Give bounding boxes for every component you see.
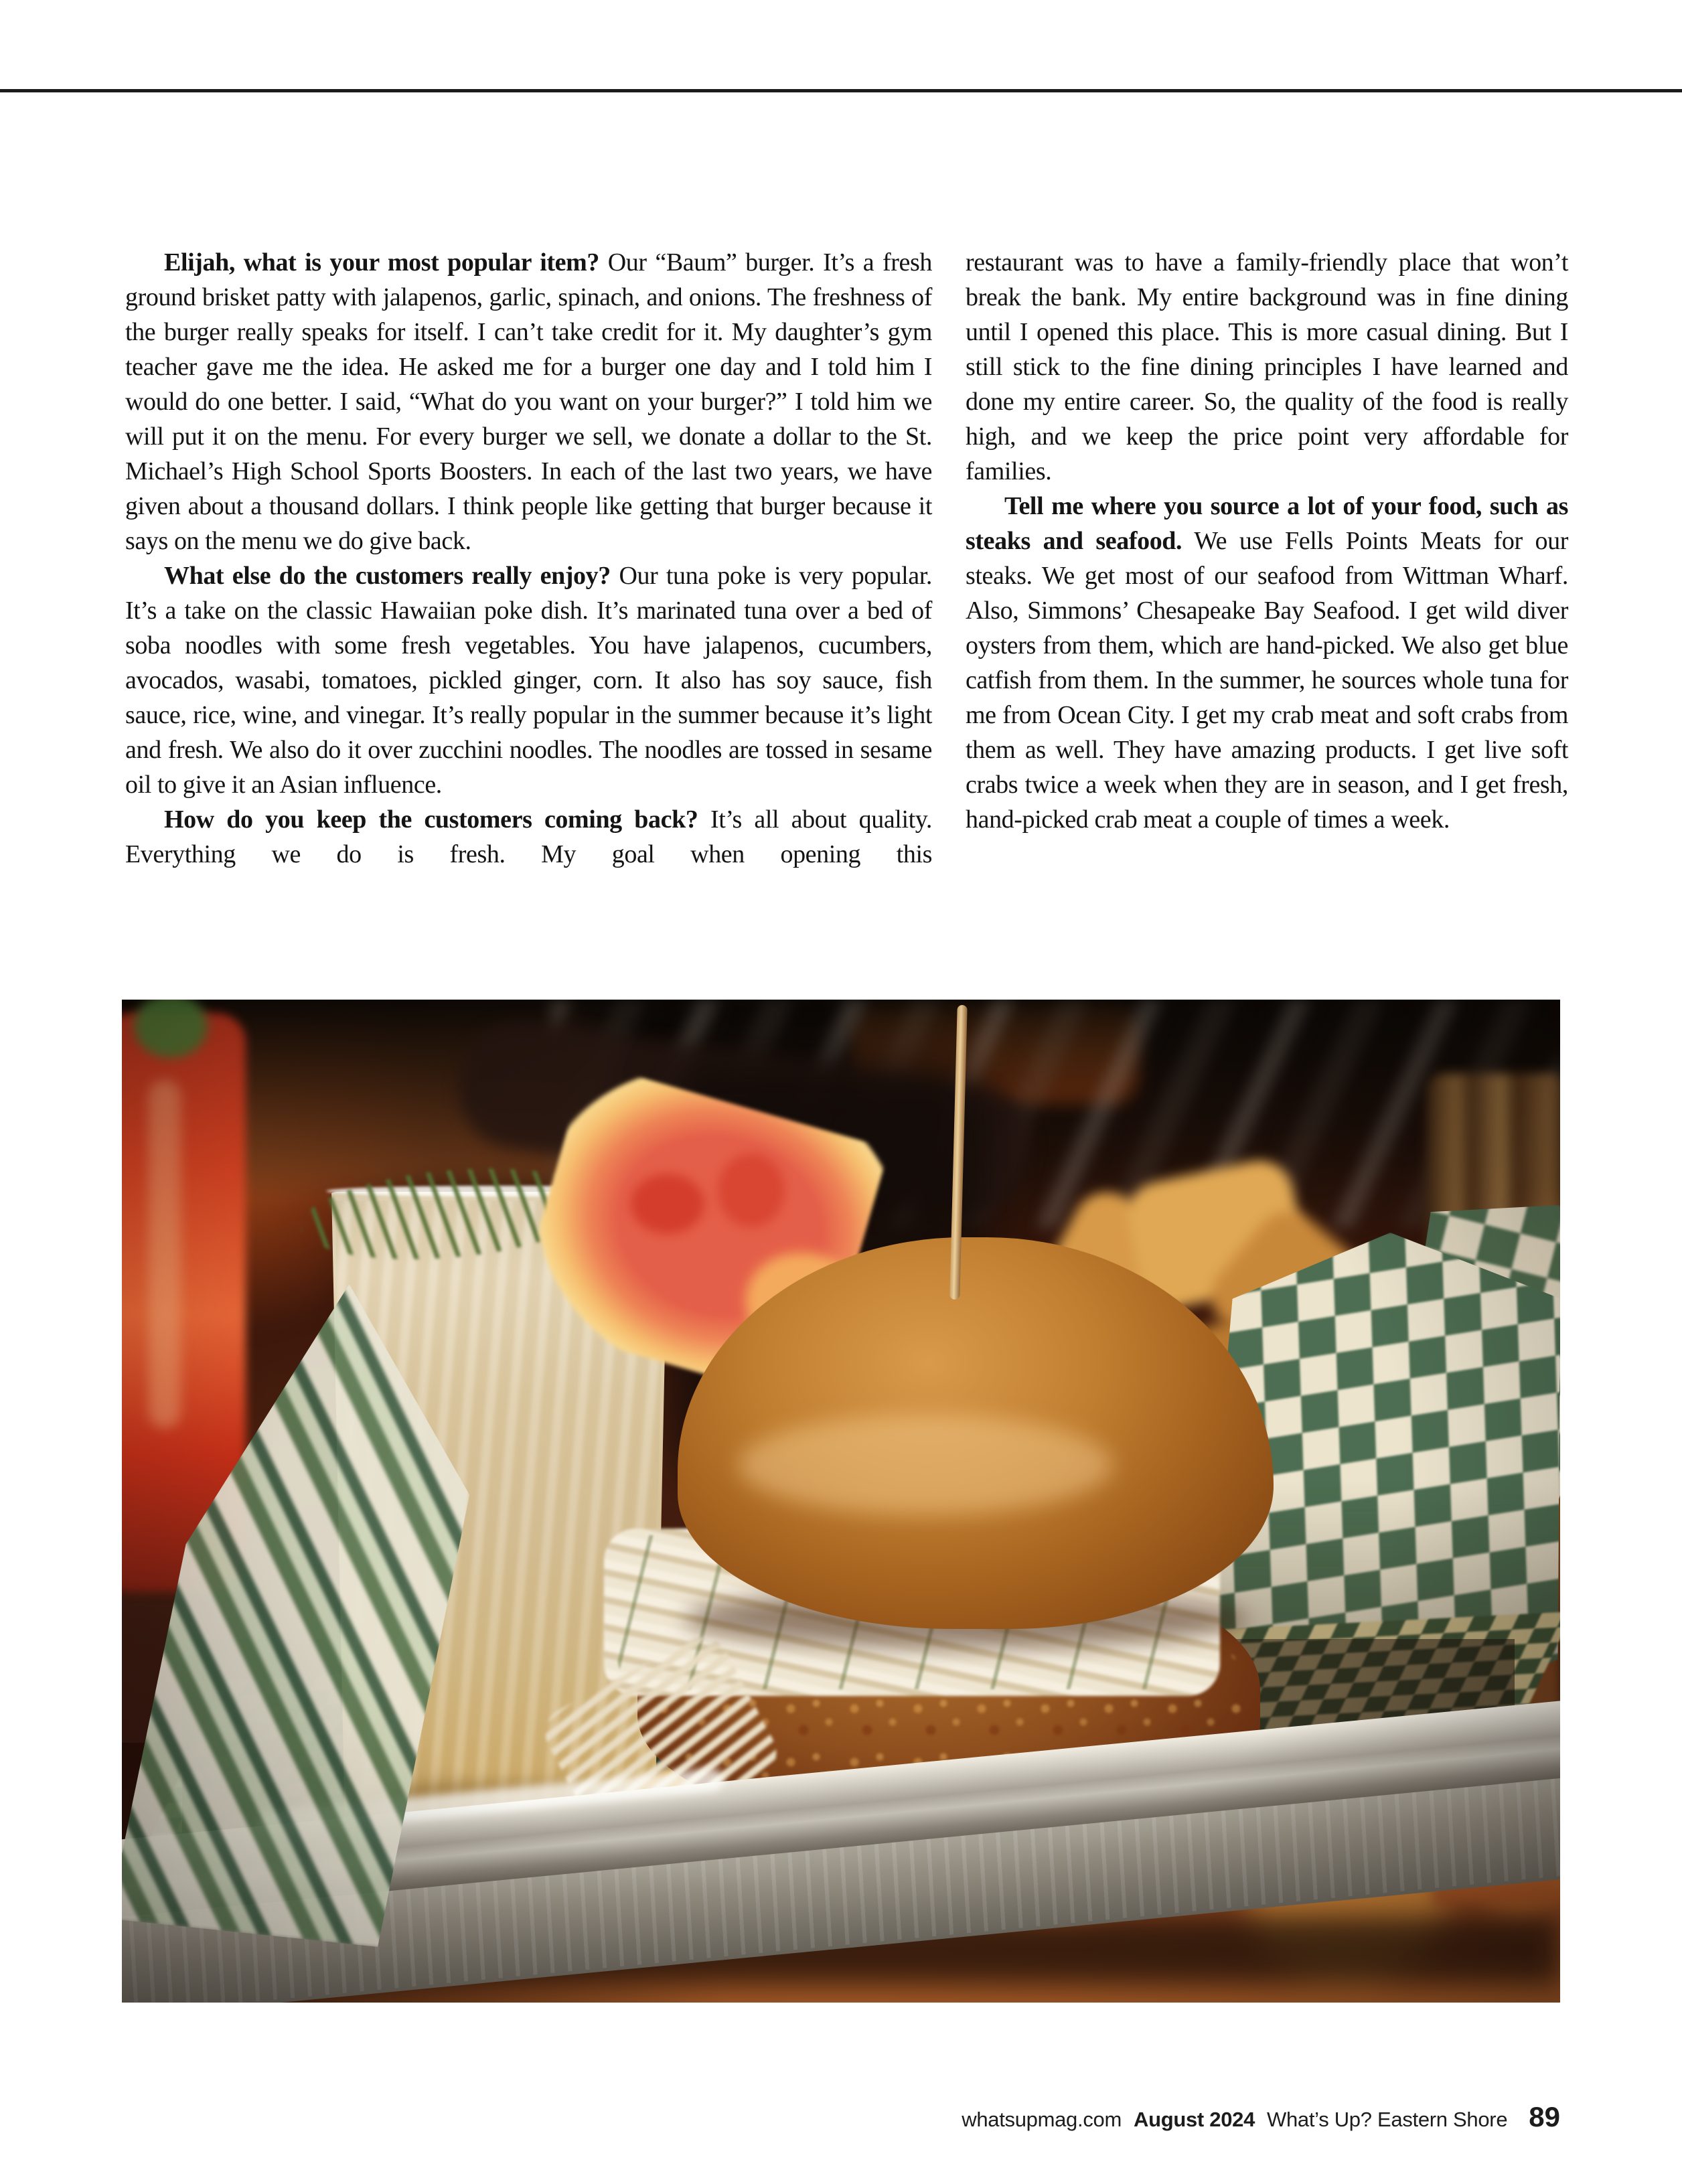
- article-column-left: [125, 245, 932, 872]
- footer-page-number: 89: [1529, 2101, 1560, 2132]
- question-lead: Elijah, what is your most popular item?: [164, 248, 599, 277]
- page-footer: [962, 2101, 1560, 2133]
- answer-text: Our tuna poke is very popular. It’s a take on the classic Hawaiian poke dish. It’s marinated tuna over a bed of soba noodles with some fresh vegetables. You have jalapenos, cucumbers, avocados, wasabi, tomatoes, pickled ginger, corn. It also has soy sauce, fish sauce, rice, wine, and vinegar. It’s really popular in the summer because it’s light and fresh. We also do it over zucchini noodles. The noodles are tossed in sesame oil to give it an Asian influence.: [125, 562, 932, 799]
- paragraph-q2: [125, 558, 932, 802]
- answer-text: restaurant was to have a family-friendly place that won’t break the bank. My entire background was in fine dining until I opened this place. This is more casual dining. But I still stick to the fine dining principles I have learned and done my entire career. So, the quality of the food is really high, and we keep the price point very affordable for families.: [966, 248, 1568, 485]
- top-rule: [0, 89, 1682, 92]
- footer-issue-date: August 2024: [1133, 2108, 1255, 2131]
- question-lead: What else do the customers really enjoy?: [164, 562, 611, 590]
- question-lead: How do you keep the customers coming back?: [164, 805, 698, 834]
- answer-text: Our “Baum” burger. It’s a fresh ground brisket patty with jalapenos, garlic, spinach, and onions. The freshness of the burger really speaks for itself. I can’t take credit for it. My daughter’s gym teacher gave me the idea. He asked me for a burger one day and I told him I would do one better. I said, “What do you want on your burger?” I told him we will put it on the menu. For every burger we sell, we donate a dollar to the St. Michael’s High School Sports Boosters. In each of the last two years, we have given about a thousand dollars. I think people like getting that burger because it says on the menu we do give back.: [125, 248, 932, 555]
- answer-text: We use Fells Points Meats for our steaks. We get most of our seafood from Wittman Wharf. Also, Simmons’ Chesapeake Bay Seafood. I get wild diver oysters from them, which are hand-picked. We also get blue catfish from them. In the summer, he sources whole tuna for me from Ocean City. I get my crab meat and soft crabs from them as well. They have amazing products. I get live soft crabs twice a week when they are in season, and I get fresh, hand-picked crab meat a couple of times a week.: [966, 527, 1568, 834]
- paragraph-q1: [125, 245, 932, 558]
- paragraph-q4: [966, 489, 1568, 837]
- photo-vignette: [122, 1000, 1560, 2003]
- footer-magazine-name: What’s Up? Eastern Shore: [1267, 2108, 1508, 2131]
- article-column-right: [966, 245, 1568, 837]
- answer-text: It’s all about quality. Everything we do is fresh. My goal when opening this: [125, 805, 932, 868]
- footer-site-url: whatsupmag.com: [962, 2108, 1122, 2131]
- article-photo: [122, 1000, 1560, 2003]
- question-lead: Tell me where you source a lot of your food, such as steaks and seafood.: [966, 492, 1568, 555]
- paragraph-q3-continued: [966, 245, 1568, 489]
- paragraph-q3: [125, 802, 932, 872]
